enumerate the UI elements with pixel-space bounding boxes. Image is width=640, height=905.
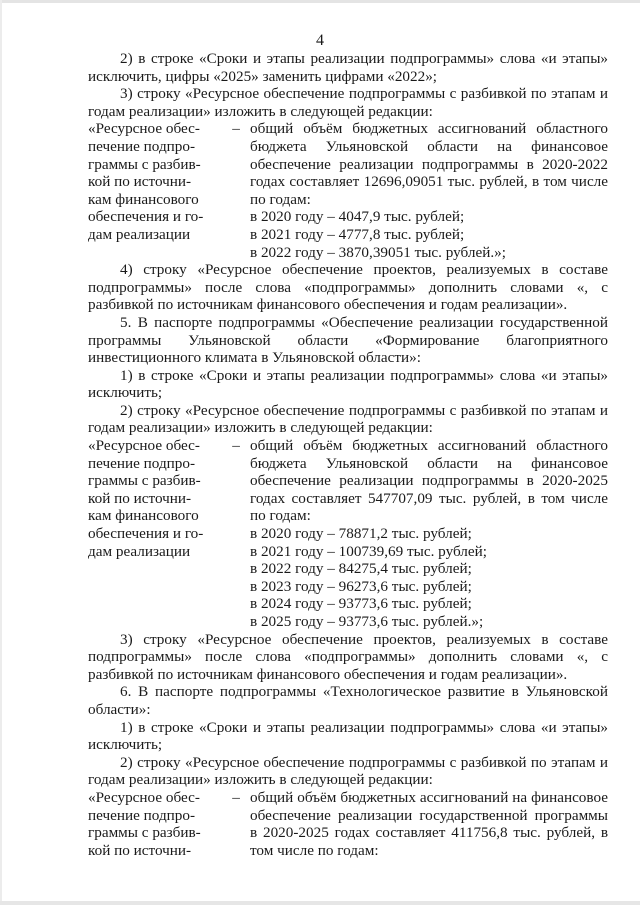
paragraph-item-1: 1) в строке «Сроки и этапы реализации подпрограммы» слова «и этапы» исключить; [88, 366, 608, 402]
resource-block-text: общий объём бюджетных ассигнований на финансовое обеспечение реализации государственной программы в 2020-2025 годах составляет 411756,8 тыс. рублей, в том числе по годам: [250, 788, 608, 859]
paragraph-item-4: 4) строку «Ресурсное обеспечение проектов, реализуемых в составе подпрограммы» после слова «подпрограммы» дополнить словами «, с разбивкой по источникам финансового обеспечения и годам реализации». [88, 261, 608, 314]
year-line: в 2021 году – 100739,69 тыс. рублей; [250, 542, 487, 560]
year-line: в 2020 году – 4047,9 тыс. рублей; [250, 208, 465, 226]
resource-block-label: «Ресурсное обес- печение подпро- граммы с разбив- кой по источни- кам финансового обеспечения и го- дам реализации [88, 437, 204, 560]
year-line: в 2021 году – 4777,8 тыс. рублей; [250, 225, 465, 243]
resource-block-dash: – [232, 120, 240, 138]
resource-block-3 [88, 789, 608, 859]
resource-block-dash: – [232, 788, 240, 806]
resource-block-description [242, 789, 608, 859]
paragraph-item-3: 3) строку «Ресурсное обеспечение подпрограммы с разбивкой по этапам и годам реализации» изложить в следующей редакции: [88, 85, 608, 120]
year-line: в 2022 году – 84275,4 тыс. рублей; [250, 560, 472, 578]
year-line: в 2024 году – 93773,6 тыс. рублей; [250, 595, 472, 613]
paragraph-item-2: 2) строку «Ресурсное обеспечение подпрограммы с разбивкой по этапам и годам реализации» изложить в следующей редакции: [88, 753, 608, 789]
scan-edge-left [0, 0, 2, 905]
year-line: в 2020 году – 78871,2 тыс. рублей; [250, 525, 472, 543]
resource-block-label: «Ресурсное обес- печение подпро- граммы с разбив- кой по источни- [88, 788, 201, 859]
resource-block-dash: – [232, 437, 240, 455]
resource-block-2 [88, 437, 608, 631]
document-body [88, 50, 608, 859]
paragraph-section-6: 6. В паспорте подпрограммы «Технологическое развитие в Ульяновской области»: [88, 683, 608, 718]
paragraph-item-3: 3) строку «Ресурсное обеспечение проектов, реализуемых в составе подпрограммы» после слова «подпрограммы» дополнить словами «, с разбивкой по источникам финансового обеспечения и годам реализации». [88, 630, 608, 683]
resource-block-description [242, 437, 608, 631]
year-line: в 2025 году – 93773,6 тыс. рублей.»; [250, 613, 484, 630]
resource-block-text: общий объём бюджетных ассигнований областного бюджета Ульяновской области на финансовое обеспечение реализации подпрограммы в 2020-2022 годах составляет 12696,09051 тыс. рублей, в том числе по годам: [250, 120, 608, 208]
scan-edge-bottom [0, 901, 640, 905]
year-line: в 2023 году – 96273,6 тыс. рублей; [250, 577, 472, 595]
year-line: в 2022 году – 3870,39051 тыс. рублей.»; [250, 243, 506, 261]
paragraph-item-2: 2) в строке «Сроки и этапы реализации подпрограммы» слова «и этапы» исключить, цифры «2025» заменить цифрами «2022»; [88, 50, 608, 85]
paragraph-item-1: 1) в строке «Сроки и этапы реализации подпрограммы» слова «и этапы» исключить; [88, 718, 608, 754]
resource-block-text: общий объём бюджетных ассигнований областного бюджета Ульяновской области на финансовое обеспечение реализации подпрограммы в 2020-2025 годах составляет 547707,09 тыс. рублей, в том числе по годам: [250, 437, 608, 525]
page-number: 4 [316, 32, 324, 49]
paragraph-item-2: 2) строку «Ресурсное обеспечение подпрограммы с разбивкой по этапам и годам реализации» изложить в следующей редакции: [88, 401, 608, 437]
resource-block-1 [88, 120, 608, 261]
resource-block-description [242, 120, 608, 261]
scan-edge-top [0, 0, 640, 3]
paragraph-section-5: 5. В паспорте подпрограммы «Обеспечение реализации государственной программы Ульяновской области «Формирование благоприятного инвестиционного климата в Ульяновской области»: [88, 313, 608, 367]
resource-block-label: «Ресурсное обес- печение подпро- граммы с разбив- кой по источни- кам финансового обеспечения и го- дам реализации [88, 120, 204, 243]
